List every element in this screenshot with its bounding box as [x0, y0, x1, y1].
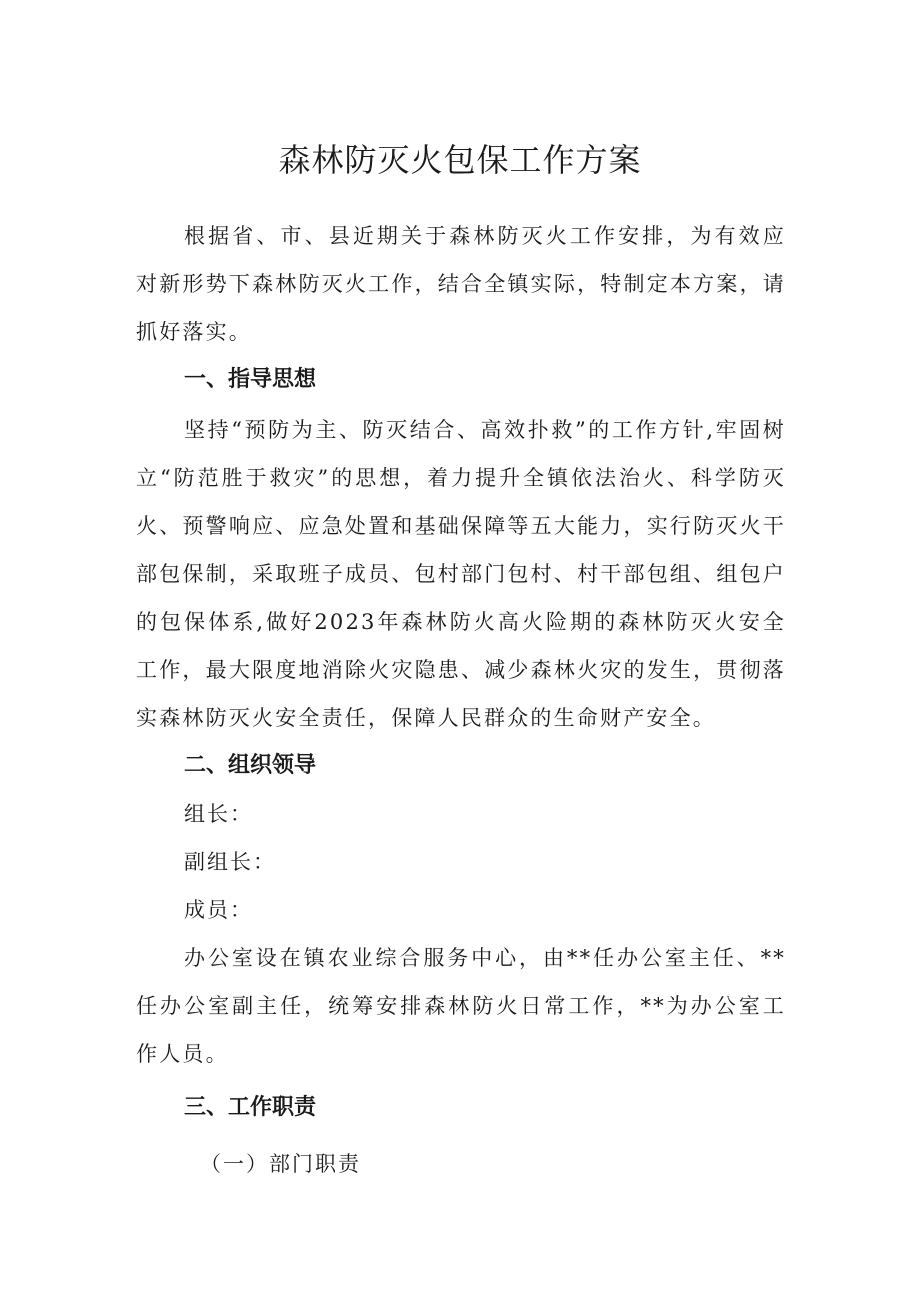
section-heading-guiding-ideology: 一、指导思想: [184, 367, 317, 392]
document-title: 森林防灭火包保工作方案: [278, 141, 642, 179]
intro-paragraph: 根据省、市、县近期关于森林防灭火工作安排，为有效应对新形势下森林防灭火工作，结合全镇实际，特制定本方案，请抓好落实。: [136, 224, 786, 344]
deputy-leader-line: 副组长：: [184, 850, 276, 874]
section-heading-duties: 三、工作职责: [184, 1095, 317, 1120]
members-line: 成员：: [184, 898, 253, 922]
office-paragraph: 办公室设在镇农业综合服务中心，由**任办公室主任、**任办公室副主任，统筹安排森林防火日常工作，**为办公室工作人员。: [136, 946, 786, 1066]
section-heading-organization: 二、组织领导: [184, 753, 317, 778]
guiding-ideology-paragraph: 坚持“预防为主、防灭结合、高效扑救”的工作方针,牢固树立“防范胜于救灾”的思想，着力提升全镇依法治火、科学防灭火、预警响应、应急处置和基础保障等五大能力，实行防灭火干部包保制，采取班子成员、包村部门包村、村干部包组、组包户的包保体系,做好2023年森林防火高火险期的森林防灭火安全工作，最大限度地消除火灾隐患、减少森林火灾的发生，贯彻落实森林防灭火安全责任，保障人民群众的生命财产安全。: [136, 418, 786, 730]
subsection-department-duties: （一）部门职责: [200, 1152, 361, 1176]
leader-line: 组长：: [184, 802, 253, 826]
